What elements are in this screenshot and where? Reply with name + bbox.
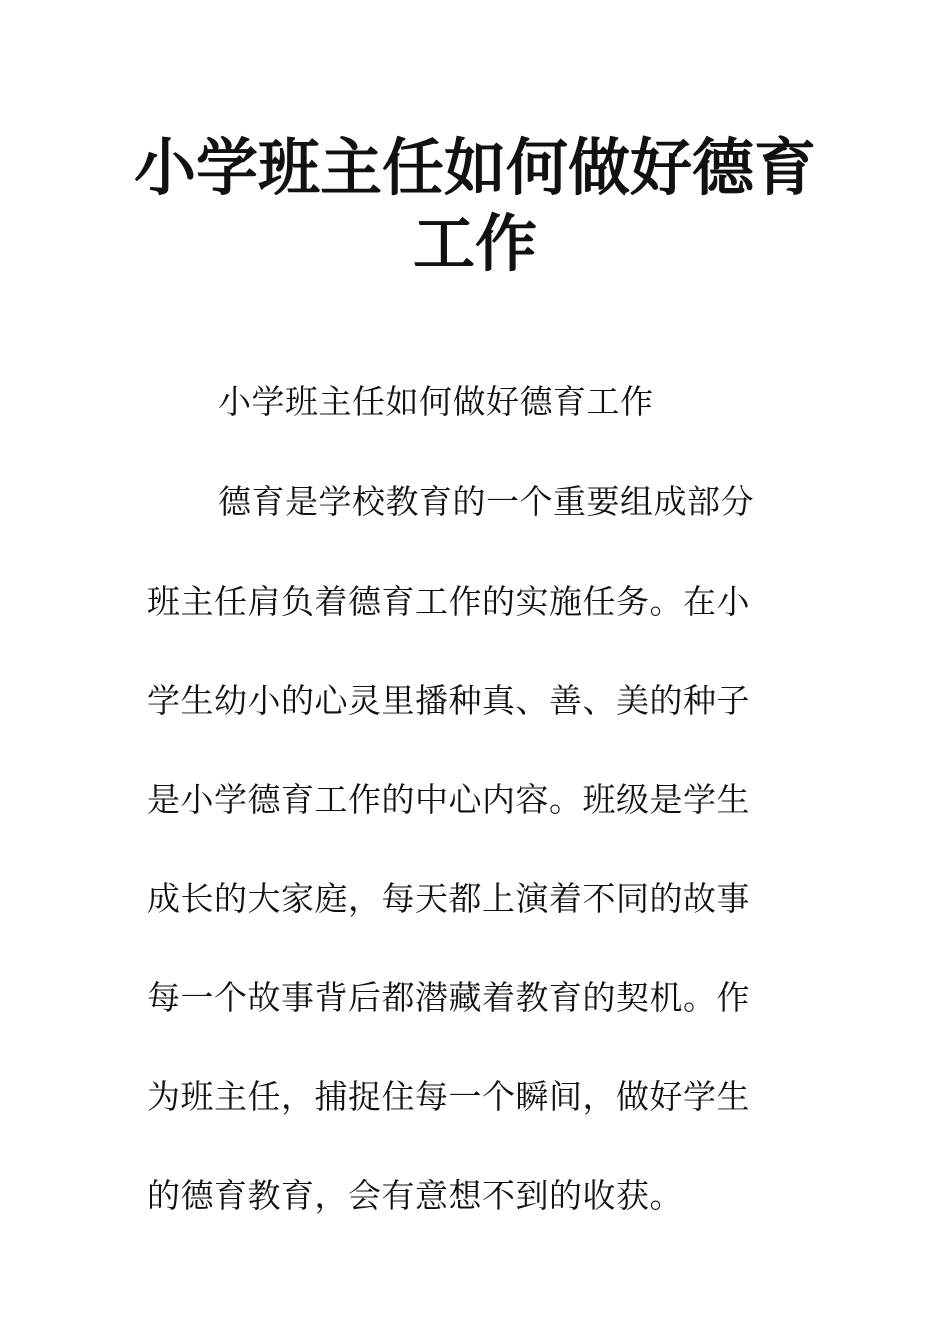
document-title-line-2: 工作 xyxy=(412,207,537,280)
body-line-2: 班主任肩负着德育工作的实施任务。在小 xyxy=(147,582,750,621)
body-line-7: 为班主任，捕捉住每一个瞬间，做好学生 xyxy=(147,1077,750,1116)
document-title-line-1: 小学班主任如何做好德育 xyxy=(133,131,816,204)
body-line-6: 每一个故事背后都潜藏着教育的契机。作 xyxy=(147,978,750,1017)
document-subtitle: 小学班主任如何做好德育工作 xyxy=(218,382,654,421)
body-line-5: 成长的大家庭，每天都上演着不同的故事 xyxy=(147,879,750,918)
body-line-3: 学生幼小的心灵里播种真、善、美的种子 xyxy=(147,681,750,720)
body-line-4: 是小学德育工作的中心内容。班级是学生 xyxy=(147,780,750,819)
body-line-1: 德育是学校教育的一个重要组成部分 xyxy=(218,482,754,521)
body-line-8: 的德育教育，会有意想不到的收获。 xyxy=(147,1176,683,1215)
